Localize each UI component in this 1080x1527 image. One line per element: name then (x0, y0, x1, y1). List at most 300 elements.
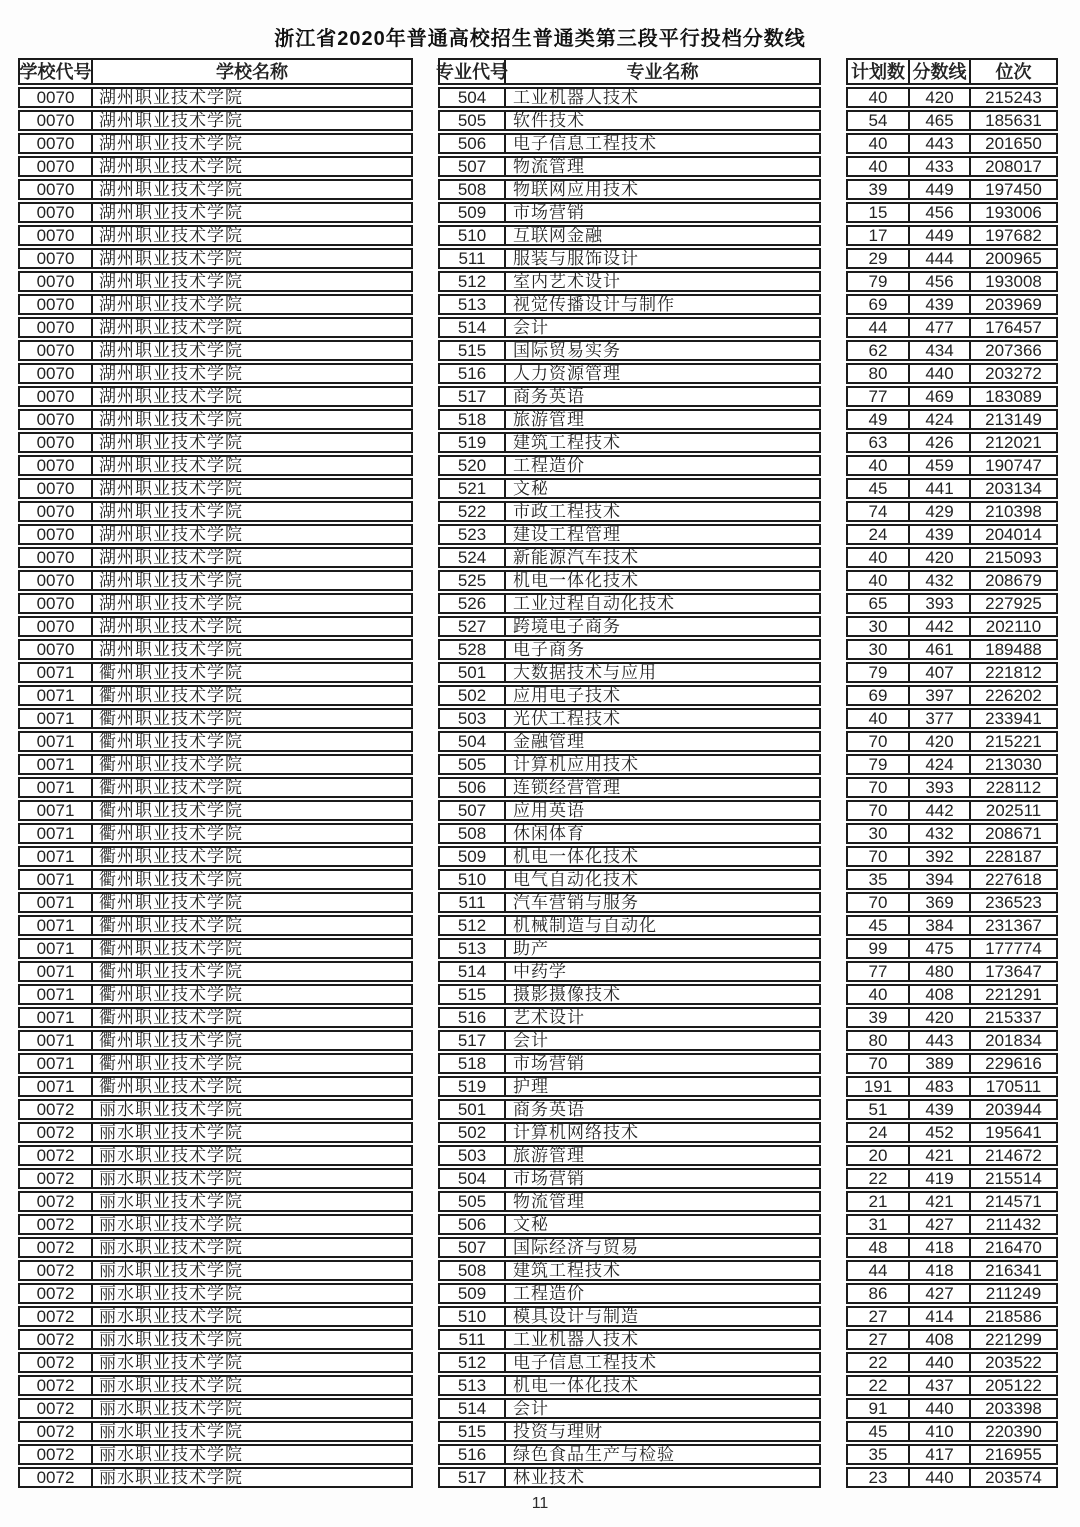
plan-count-cell: 40 (848, 89, 910, 106)
major-name-cell: 电子信息工程技术 (513, 134, 657, 153)
school-code-cell: 0070 (20, 342, 93, 359)
table-row (846, 110, 1058, 131)
school-code-cell: 0071 (20, 664, 93, 681)
table-row (18, 915, 413, 936)
table-row (438, 570, 821, 591)
plan-count-cell: 191 (848, 1078, 910, 1095)
table-row (846, 1467, 1058, 1488)
plan-count-cell: 20 (848, 1147, 910, 1164)
rank-cell: 200965 (985, 249, 1042, 268)
major-code-cell: 516 (440, 1009, 506, 1026)
table-row (846, 846, 1058, 867)
plan-count-cell: 45 (848, 917, 910, 934)
school-code-cell: 0070 (20, 112, 93, 129)
header-plan-count: 计划数 (848, 60, 910, 83)
school-code-cell: 0071 (20, 779, 93, 796)
rank-cell: 227925 (985, 594, 1042, 613)
school-name-cell: 丽水职业技术学院 (99, 1215, 243, 1234)
score-line-cell: 408 (910, 1331, 971, 1348)
rank-cell: 231367 (985, 916, 1042, 935)
school-code-cell: 0070 (20, 526, 93, 543)
table-row (438, 915, 821, 936)
table-row (438, 1076, 821, 1097)
major-name-cell: 工业机器人技术 (513, 88, 639, 107)
header-school-name: 学校名称 (216, 61, 288, 82)
table-row (846, 317, 1058, 338)
major-code-cell: 517 (440, 1469, 506, 1486)
major-name-cell: 应用英语 (513, 801, 585, 820)
table-row (438, 662, 821, 683)
table-row (846, 87, 1058, 108)
rank-cell: 203944 (985, 1100, 1042, 1119)
table-row (438, 340, 821, 361)
score-line-cell: 437 (910, 1377, 971, 1394)
major-code-cell: 513 (440, 940, 506, 957)
score-line-cell: 465 (910, 112, 971, 129)
table-row (438, 202, 821, 223)
plan-count-cell: 45 (848, 480, 910, 497)
school-code-cell: 0070 (20, 135, 93, 152)
major-name-cell: 投资与理财 (513, 1422, 603, 1441)
table-row (438, 133, 821, 154)
school-code-cell: 0070 (20, 503, 93, 520)
school-name-cell: 衢州职业技术学院 (99, 732, 243, 751)
school-code-cell: 0070 (20, 181, 93, 198)
plan-count-cell: 48 (848, 1239, 910, 1256)
score-line-cell: 377 (910, 710, 971, 727)
major-code-cell: 512 (440, 1354, 506, 1371)
table-row (18, 1375, 413, 1396)
major-code-cell: 516 (440, 1446, 506, 1463)
plan-count-cell: 40 (848, 710, 910, 727)
plan-count-cell: 39 (848, 181, 910, 198)
table-row (18, 1237, 413, 1258)
table-row (438, 1467, 821, 1488)
table-row (846, 570, 1058, 591)
table-row (438, 317, 821, 338)
rank-cell: 213149 (985, 410, 1042, 429)
school-name-cell: 湖州职业技术学院 (99, 249, 243, 268)
score-line-cell: 442 (910, 618, 971, 635)
major-code-cell: 514 (440, 319, 506, 336)
major-code-cell: 515 (440, 986, 506, 1003)
score-line-cell: 439 (910, 296, 971, 313)
header-score-line: 分数线 (910, 60, 971, 83)
plan-count-cell: 24 (848, 526, 910, 543)
major-name-cell: 文秘 (513, 479, 549, 498)
score-line-cell: 429 (910, 503, 971, 520)
plan-count-cell: 70 (848, 802, 910, 819)
rank-cell: 215221 (985, 732, 1042, 751)
table-row (846, 1191, 1058, 1212)
table-row (18, 547, 413, 568)
table-row (438, 777, 821, 798)
major-name-cell: 会计 (513, 1031, 549, 1050)
rank-cell: 189488 (985, 640, 1042, 659)
plan-count-cell: 30 (848, 825, 910, 842)
table-row (438, 1053, 821, 1074)
major-code-cell: 518 (440, 1055, 506, 1072)
rank-cell: 218586 (985, 1307, 1042, 1326)
score-line-cell: 397 (910, 687, 971, 704)
table-row (846, 1421, 1058, 1442)
table-row (438, 294, 821, 315)
school-name-cell: 湖州职业技术学院 (99, 433, 243, 452)
school-code-cell: 0071 (20, 756, 93, 773)
major-code-cell: 502 (440, 687, 506, 704)
table-row (846, 547, 1058, 568)
rank-cell: 203272 (985, 364, 1042, 383)
table-row (18, 1122, 413, 1143)
rank-cell: 190747 (985, 456, 1042, 475)
major-code-cell: 505 (440, 756, 506, 773)
school-name-cell: 湖州职业技术学院 (99, 410, 243, 429)
rank-cell: 220390 (985, 1422, 1042, 1441)
table-row (18, 409, 413, 430)
score-line-cell: 427 (910, 1285, 971, 1302)
rank-cell: 236523 (985, 893, 1042, 912)
plan-count-cell: 39 (848, 1009, 910, 1026)
table-row (18, 1398, 413, 1419)
score-line-cell: 418 (910, 1262, 971, 1279)
school-name-cell: 衢州职业技术学院 (99, 962, 243, 981)
table-row (438, 938, 821, 959)
table-row (18, 1191, 413, 1212)
table-row (846, 685, 1058, 706)
major-name-cell: 金融管理 (513, 732, 585, 751)
school-code-cell: 0071 (20, 687, 93, 704)
table-row (18, 984, 413, 1005)
score-line-cell: 421 (910, 1193, 971, 1210)
score-line-cell: 469 (910, 388, 971, 405)
major-code-cell: 512 (440, 917, 506, 934)
table-row (438, 754, 821, 775)
major-name-cell: 市政工程技术 (513, 502, 621, 521)
school-name-cell: 衢州职业技术学院 (99, 709, 243, 728)
school-code-cell: 0072 (20, 1216, 93, 1233)
school-name-cell: 丽水职业技术学院 (99, 1353, 243, 1372)
table-row (18, 1283, 413, 1304)
table-row (846, 409, 1058, 430)
school-code-cell: 0072 (20, 1469, 93, 1486)
table-header-row (438, 58, 821, 85)
plan-count-cell: 17 (848, 227, 910, 244)
school-code-cell: 0072 (20, 1147, 93, 1164)
major-code-cell: 511 (440, 894, 506, 911)
table-row (438, 1329, 821, 1350)
school-code-cell: 0070 (20, 434, 93, 451)
school-name-cell: 丽水职业技术学院 (99, 1238, 243, 1257)
score-line-cell: 393 (910, 595, 971, 612)
school-code-cell: 0071 (20, 963, 93, 980)
table-row (846, 984, 1058, 1005)
table-row (18, 248, 413, 269)
major-name-cell: 人力资源管理 (513, 364, 621, 383)
table-row (846, 593, 1058, 614)
table-row (438, 156, 821, 177)
table-row (18, 777, 413, 798)
score-line-cell: 456 (910, 204, 971, 221)
rank-cell: 208017 (985, 157, 1042, 176)
school-name-cell: 衢州职业技术学院 (99, 1054, 243, 1073)
rank-cell: 177774 (985, 939, 1042, 958)
table-row (846, 1053, 1058, 1074)
plan-count-cell: 70 (848, 894, 910, 911)
score-line-cell: 418 (910, 1239, 971, 1256)
major-name-cell: 中药学 (513, 962, 567, 981)
plan-count-cell: 22 (848, 1170, 910, 1187)
rank-cell: 216955 (985, 1445, 1042, 1464)
major-code-cell: 512 (440, 273, 506, 290)
score-line-cell: 420 (910, 733, 971, 750)
school-name-cell: 衢州职业技术学院 (99, 778, 243, 797)
major-name-cell: 计算机网络技术 (513, 1123, 639, 1142)
table-row (18, 202, 413, 223)
score-line-cell: 420 (910, 1009, 971, 1026)
table-row (18, 662, 413, 683)
table-row (438, 363, 821, 384)
major-name-cell: 工业过程自动化技术 (513, 594, 675, 613)
major-name-cell: 文秘 (513, 1215, 549, 1234)
major-name-cell: 商务英语 (513, 387, 585, 406)
plan-count-cell: 70 (848, 779, 910, 796)
school-code-cell: 0072 (20, 1446, 93, 1463)
table-row (18, 1145, 413, 1166)
score-line-cell: 439 (910, 526, 971, 543)
score-line-cell: 424 (910, 756, 971, 773)
major-code-cell: 525 (440, 572, 506, 589)
table-row (18, 823, 413, 844)
school-code-cell: 0071 (20, 733, 93, 750)
major-name-cell: 会计 (513, 318, 549, 337)
school-columns-group (18, 58, 413, 1488)
rank-cell: 170511 (985, 1077, 1042, 1096)
table-row (18, 1076, 413, 1097)
plan-count-cell: 22 (848, 1377, 910, 1394)
rank-cell: 176457 (985, 318, 1042, 337)
table-row (18, 685, 413, 706)
major-code-cell: 504 (440, 733, 506, 750)
major-code-cell: 511 (440, 250, 506, 267)
school-code-cell: 0070 (20, 204, 93, 221)
school-code-cell: 0071 (20, 917, 93, 934)
school-code-cell: 0071 (20, 848, 93, 865)
table-row (846, 363, 1058, 384)
table-row (18, 340, 413, 361)
plan-count-cell: 99 (848, 940, 910, 957)
table-row (18, 1467, 413, 1488)
major-code-cell: 519 (440, 1078, 506, 1095)
table-row (438, 869, 821, 890)
school-name-cell: 丽水职业技术学院 (99, 1422, 243, 1441)
numbers-columns-group (846, 58, 1058, 1488)
major-name-cell: 旅游管理 (513, 1146, 585, 1165)
school-name-cell: 湖州职业技术学院 (99, 341, 243, 360)
major-name-cell: 计算机应用技术 (513, 755, 639, 774)
table-row (438, 1237, 821, 1258)
school-name-cell: 衢州职业技术学院 (99, 916, 243, 935)
major-name-cell: 会计 (513, 1399, 549, 1418)
score-line-cell: 459 (910, 457, 971, 474)
major-name-cell: 工程造价 (513, 1284, 585, 1303)
score-line-cell: 410 (910, 1423, 971, 1440)
school-code-cell: 0071 (20, 1055, 93, 1072)
plan-count-cell: 79 (848, 664, 910, 681)
table-row (846, 1237, 1058, 1258)
school-code-cell: 0072 (20, 1239, 93, 1256)
plan-count-cell: 49 (848, 411, 910, 428)
school-code-cell: 0072 (20, 1124, 93, 1141)
table-row (438, 1099, 821, 1120)
school-code-cell: 0072 (20, 1308, 93, 1325)
major-code-cell: 510 (440, 871, 506, 888)
school-code-cell: 0070 (20, 572, 93, 589)
plan-count-cell: 70 (848, 733, 910, 750)
major-name-cell: 工程造价 (513, 456, 585, 475)
table-row (846, 1145, 1058, 1166)
score-line-cell: 440 (910, 365, 971, 382)
rank-cell: 213030 (985, 755, 1042, 774)
major-name-cell: 绿色食品生产与检验 (513, 1445, 675, 1464)
school-name-cell: 衢州职业技术学院 (99, 1077, 243, 1096)
major-name-cell: 机电一体化技术 (513, 847, 639, 866)
table-row (846, 271, 1058, 292)
table-row (846, 1398, 1058, 1419)
school-name-cell: 衢州职业技术学院 (99, 686, 243, 705)
score-line-cell: 443 (910, 1032, 971, 1049)
plan-count-cell: 44 (848, 1262, 910, 1279)
school-code-cell: 0072 (20, 1285, 93, 1302)
table-row (18, 1168, 413, 1189)
school-name-cell: 湖州职业技术学院 (99, 203, 243, 222)
table-row (846, 1007, 1058, 1028)
table-row (846, 202, 1058, 223)
major-code-cell: 521 (440, 480, 506, 497)
plan-count-cell: 40 (848, 457, 910, 474)
table-row (438, 1260, 821, 1281)
table-row (18, 800, 413, 821)
school-name-cell: 衢州职业技术学院 (99, 985, 243, 1004)
table-row (438, 1444, 821, 1465)
major-code-cell: 513 (440, 1377, 506, 1394)
table-row (846, 892, 1058, 913)
table-row (846, 754, 1058, 775)
score-line-cell: 456 (910, 273, 971, 290)
table-row (18, 225, 413, 246)
table-row (438, 616, 821, 637)
major-name-cell: 软件技术 (513, 111, 585, 130)
score-line-cell: 417 (910, 1446, 971, 1463)
school-name-cell: 湖州职业技术学院 (99, 525, 243, 544)
table-row (438, 179, 821, 200)
school-code-cell: 0071 (20, 1078, 93, 1095)
major-code-cell: 524 (440, 549, 506, 566)
score-line-cell: 420 (910, 549, 971, 566)
school-name-cell: 衢州职业技术学院 (99, 1008, 243, 1027)
table-row (846, 501, 1058, 522)
table-row (846, 1168, 1058, 1189)
major-name-cell: 建筑工程技术 (513, 433, 621, 452)
school-name-cell: 衢州职业技术学院 (99, 870, 243, 889)
table-row (18, 1053, 413, 1074)
major-code-cell: 523 (440, 526, 506, 543)
table-row (438, 1352, 821, 1373)
major-code-cell: 522 (440, 503, 506, 520)
major-code-cell: 502 (440, 1124, 506, 1141)
table-row (846, 938, 1058, 959)
major-name-cell: 国际经济与贸易 (513, 1238, 639, 1257)
score-line-cell: 443 (910, 135, 971, 152)
rank-cell: 228112 (985, 778, 1042, 797)
table-row (18, 639, 413, 660)
table-row (18, 616, 413, 637)
table-row (18, 87, 413, 108)
score-line-cell: 420 (910, 89, 971, 106)
plan-count-cell: 15 (848, 204, 910, 221)
table-row (438, 478, 821, 499)
table-row (846, 386, 1058, 407)
table-row (438, 1283, 821, 1304)
school-code-cell: 0070 (20, 480, 93, 497)
major-name-cell: 电子信息工程技术 (513, 1353, 657, 1372)
table-row (438, 1007, 821, 1028)
score-line-cell: 421 (910, 1147, 971, 1164)
major-name-cell: 工业机器人技术 (513, 1330, 639, 1349)
table-row (438, 708, 821, 729)
major-name-cell: 连锁经营管理 (513, 778, 621, 797)
major-name-cell: 物流管理 (513, 1192, 585, 1211)
header-major-code: 专业代号 (436, 61, 508, 82)
major-name-cell: 互联网金融 (513, 226, 603, 245)
plan-count-cell: 30 (848, 641, 910, 658)
major-code-cell: 526 (440, 595, 506, 612)
major-code-cell: 510 (440, 227, 506, 244)
school-code-cell: 0072 (20, 1101, 93, 1118)
school-code-cell: 0070 (20, 89, 93, 106)
table-row (438, 823, 821, 844)
score-line-cell: 483 (910, 1078, 971, 1095)
table-row (18, 317, 413, 338)
plan-count-cell: 77 (848, 388, 910, 405)
major-code-cell: 505 (440, 112, 506, 129)
major-code-cell: 507 (440, 158, 506, 175)
plan-count-cell: 44 (848, 319, 910, 336)
plan-count-cell: 40 (848, 572, 910, 589)
table-row (18, 1007, 413, 1028)
major-code-cell: 515 (440, 342, 506, 359)
table-row (846, 1214, 1058, 1235)
table-row (18, 110, 413, 131)
table-row (18, 1306, 413, 1327)
school-name-cell: 丽水职业技术学院 (99, 1284, 243, 1303)
table-row (846, 823, 1058, 844)
table-row (846, 800, 1058, 821)
major-code-cell: 517 (440, 388, 506, 405)
plan-count-cell: 51 (848, 1101, 910, 1118)
school-name-cell: 丽水职业技术学院 (99, 1307, 243, 1326)
school-code-cell: 0070 (20, 250, 93, 267)
school-code-cell: 0072 (20, 1262, 93, 1279)
score-line-cell: 477 (910, 319, 971, 336)
rank-cell: 201650 (985, 134, 1042, 153)
major-code-cell: 528 (440, 641, 506, 658)
table-row (18, 1030, 413, 1051)
table-row (846, 225, 1058, 246)
major-code-cell: 506 (440, 1216, 506, 1233)
major-name-cell: 护理 (513, 1077, 549, 1096)
major-name-cell: 视觉传播设计与制作 (513, 295, 675, 314)
major-code-cell: 510 (440, 1308, 506, 1325)
